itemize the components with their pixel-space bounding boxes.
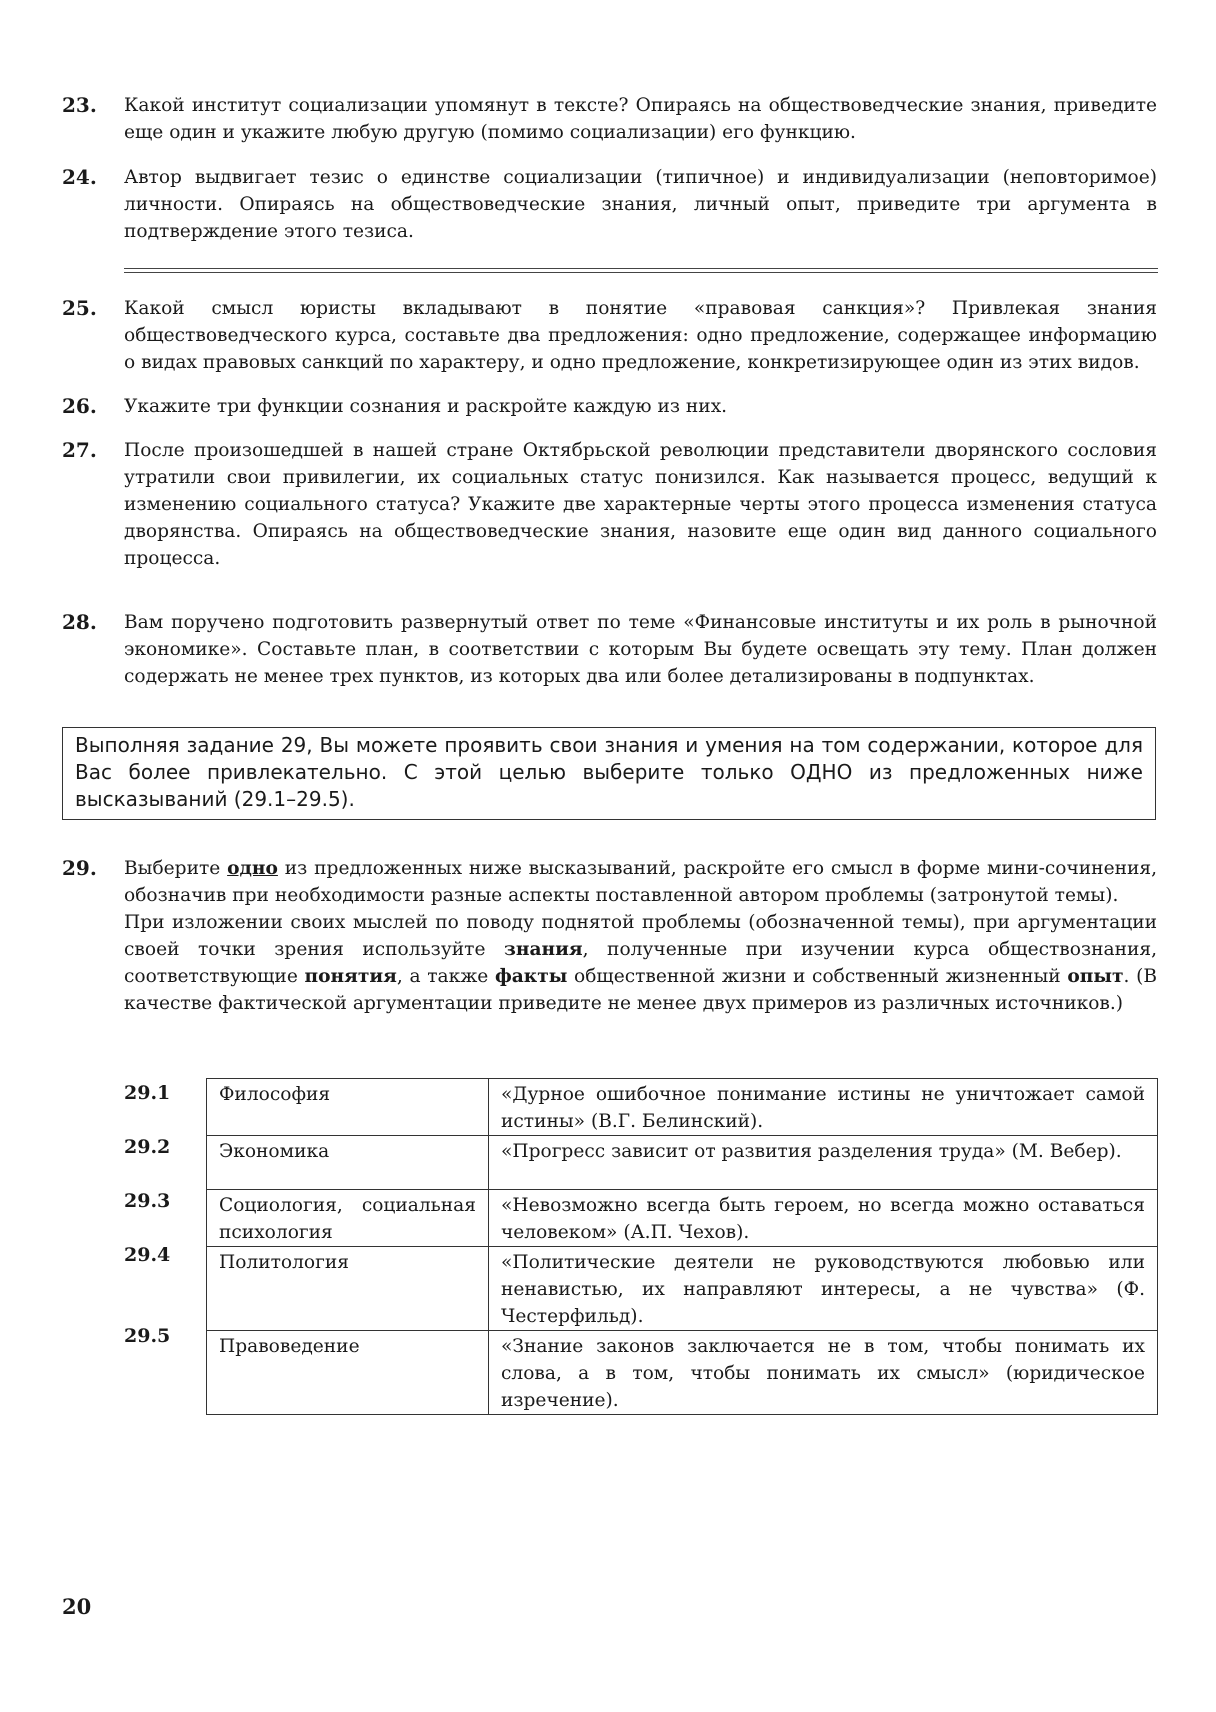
- question-number: 27.: [62, 438, 97, 462]
- instruction-paragraph-1: Выберите одно из предложенных ниже высказываний, раскройте его смысл в форме мини-сочинения, обозначив при необходимости разные аспекты поставленной автором проблемы (затронутой темы).: [124, 858, 1157, 906]
- question-27: [62, 437, 1158, 572]
- option-quote: «Невозможно всегда быть героем, но всегда можно оставаться человеком» (А.П. Чехов).: [489, 1190, 1158, 1247]
- option-number: 29.1: [124, 1082, 171, 1104]
- option-number: 29.5: [124, 1325, 171, 1347]
- option-number: 29.2: [124, 1136, 171, 1158]
- question-29: [62, 855, 1158, 1017]
- option-number: 29.4: [124, 1244, 171, 1266]
- question-number: 23.: [62, 93, 97, 117]
- page-number: 20: [62, 1594, 92, 1619]
- question-text: Автор выдвигает тезис о единстве социализации (типичное) и индивидуализации (неповторимое) личности. Опираясь на обществоведческие знания, личный опыт, приведите три аргумента в подтверждение этого тезиса.: [124, 167, 1157, 242]
- table-row: [207, 1136, 1158, 1190]
- question-number: 25.: [62, 296, 97, 320]
- question-number: 24.: [62, 165, 97, 189]
- question-24: [62, 164, 1158, 245]
- question-number: 29.: [62, 856, 97, 880]
- question-28: [62, 609, 1158, 690]
- question-text: Вам поручено подготовить развернутый ответ по теме «Финансовые институты и их роль в рыночной экономике». Составьте план, в соответствии с которым Вы будете освещать эту тему. План должен содержать не менее трех пунктов, из которых два или более детализированы в подпунктах.: [124, 612, 1157, 687]
- table-row: [207, 1190, 1158, 1247]
- question-text: После произошедшей в нашей стране Октябрьской революции представители дворянского сословия утратили свои привилегии, их социальных статус понизился. Как называется процесс, ведущий к изменению социального статуса? Укажите две характерные черты этого процесса изменения статуса дворянства. Опираясь на обществоведческие знания, назовите еще один вид данного социального процесса.: [124, 440, 1157, 569]
- question-23: [62, 92, 1158, 146]
- question-25: [62, 295, 1158, 376]
- option-quote: «Прогресс зависит от развития разделения труда» (М. Вебер).: [489, 1136, 1158, 1190]
- question-text: [124, 855, 1157, 1017]
- question-number: 26.: [62, 394, 97, 418]
- option-subject: Политология: [207, 1247, 489, 1331]
- option-subject: Социология, социальная психология: [207, 1190, 489, 1247]
- emphasis-one: одно: [227, 858, 278, 879]
- option-subject: Философия: [207, 1079, 489, 1136]
- question-text: Укажите три функции сознания и раскройте каждую из них.: [124, 396, 728, 417]
- question-text: Какой смысл юристы вкладывают в понятие «правовая санкция»? Привлекая знания обществоведческого курса, составьте два предложения: одно предложение, содержащее информацию о видах правовых санкций по характеру, и одно предложение, конкретизирующее один из этих видов.: [124, 298, 1157, 373]
- table-row: [207, 1331, 1158, 1415]
- instruction-paragraph-2: При изложении своих мыслей по поводу поднятой проблемы (обозначенной темы), при аргументации своей точки зрения используйте знания, полученные при изучении курса обществознания, соответствующие понятия, а также факты общественной жизни и собственный жизненный опыт. (В качестве фактической аргументации приведите не менее двух примеров из различных источников.): [124, 912, 1158, 1014]
- table-row: [207, 1247, 1158, 1331]
- option-quote: «Знание законов заключается не в том, чтобы понимать их слова, а в том, чтобы понимать их смысл» (юридическое изречение).: [489, 1331, 1158, 1415]
- question-text: Какой институт социализации упомянут в тексте? Опираясь на обществоведческие знания, приведите еще один и укажите любую другую (помимо социализации) его функцию.: [124, 95, 1157, 143]
- option-quote: «Дурное ошибочное понимание истины не уничтожает самой истины» (В.Г. Белинский).: [489, 1079, 1158, 1136]
- emphasis-experience: опыт: [1067, 966, 1124, 987]
- question-number: 28.: [62, 610, 97, 634]
- option-quote: «Политические деятели не руководствуются любовью или ненавистью, их направляют интересы, а не чувства» (Ф. Честерфильд).: [489, 1247, 1158, 1331]
- option-subject: Экономика: [207, 1136, 489, 1190]
- emphasis-concepts: понятия: [304, 966, 397, 987]
- section-divider: [124, 268, 1158, 273]
- emphasis-facts: факты: [494, 966, 568, 987]
- option-number: 29.3: [124, 1190, 171, 1212]
- question-26: [62, 393, 1158, 420]
- task-29-notice: Выполняя задание 29, Вы можете проявить свои знания и умения на том содержании, которое для Вас более привлекательно. С этой целью выберите только ОДНО из предложенных ниже высказываний (29.1–29.5).: [62, 727, 1156, 820]
- emphasis-knowledge: знания: [503, 939, 583, 960]
- option-subject: Правоведение: [207, 1331, 489, 1415]
- options-grid: [206, 1078, 1158, 1415]
- table-row: [207, 1079, 1158, 1136]
